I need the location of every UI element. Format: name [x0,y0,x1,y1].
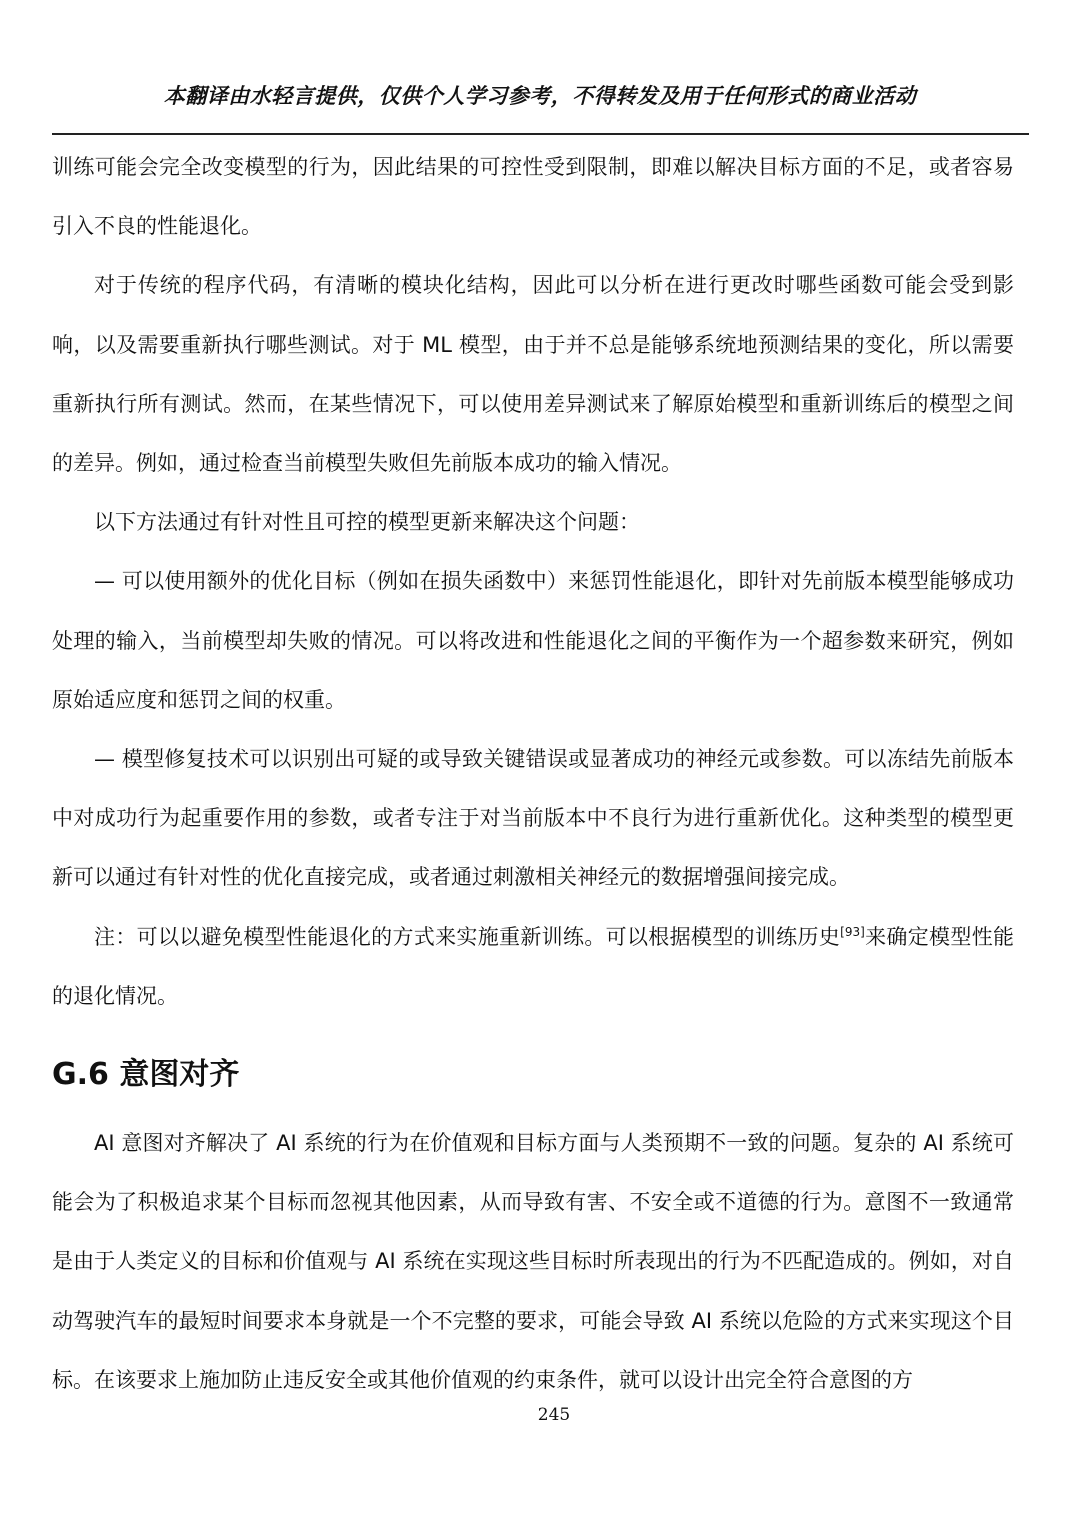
note-text-before: 注：可以以避免模型性能退化的方式来实施重新训练。可以根据模型的训练历史 [94,924,841,949]
paragraph-continuation: 训练可能会完全改变模型的行为，因此结果的可控性受到限制，即难以解决目标方面的不足，或者容易引入不良的性能退化。 [52,155,1014,239]
section-number: G.6 [52,1057,109,1093]
page-number: 245 [537,1405,571,1425]
header-text: 本翻译由水轻言提供，仅供个人学习参考，不得转发及用于任何形式的商业活动 [163,84,917,108]
list-item-optimization-objective: — 可以使用额外的优化目标（例如在损失函数中）来惩罚性能退化，即针对先前版本模型能够成功处理的输入，当前模型却失败的情况。可以将改进和性能退化之间的平衡作为一个超参数来研究，例如原始适应度和惩罚之间的权重。 [52,569,1014,712]
citation-reference: [93] [840,924,865,939]
paragraph-intent-alignment: AI 意图对齐解决了 AI 系统的行为在价值观和目标方面与人类预期不一致的问题。复杂的 AI 系统可能会为了积极追求某个目标而忽视其他因素，从而导致有害、不安全或不道德的行为。意图不一致通常是由于人类定义的目标和价值观与 AI 系统在实现这些目标时所表现出的行为不匹配造成的。例如，对自动驾驶汽车的最短时间要求本身就是一个不完整的要求，可能会导致 AI 系统以危险的方式来实现这个目标。在该要求上施加防止违反安全或其他价值观的约束条件，就可以设计出完全符合意图的方 [52,1131,1014,1392]
list-item-model-repair: — 模型修复技术可以识别出可疑的或导致关键错误或显著成功的神经元或参数。可以冻结先前版本中对成功行为起重要作用的参数，或者专注于对当前版本中不良行为进行重新优化。这种类型的模型更新可以通过有针对性的优化直接完成，或者通过刺激相关神经元的数据增强间接完成。 [52,747,1014,890]
note-text-after: 来确定模型性能的退化情况。 [52,924,1015,1008]
page-header [52,80,1028,110]
header-divider [52,133,1029,135]
section-heading [52,1046,1014,1104]
paragraph-traditional-code: 对于传统的程序代码，有清晰的模块化结构，因此可以分析在进行更改时哪些函数可能会受到影响，以及需要重新执行哪些测试。对于 ML 模型，由于并不总是能够系统地预测结果的变化，所以需要重新执行所有测试。然而，在某些情况下，可以使用差异测试来了解原始模型和重新训练后的模型之间的差异。例如，通过检查当前模型失败但先前版本成功的输入情况。 [52,273,1014,476]
section-title: 意图对齐 [119,1057,240,1093]
note-paragraph [52,908,1014,1026]
document-body [52,138,1014,1410]
paragraph-methods-intro: 以下方法通过有针对性且可控的模型更新来解决这个问题： [94,510,640,535]
